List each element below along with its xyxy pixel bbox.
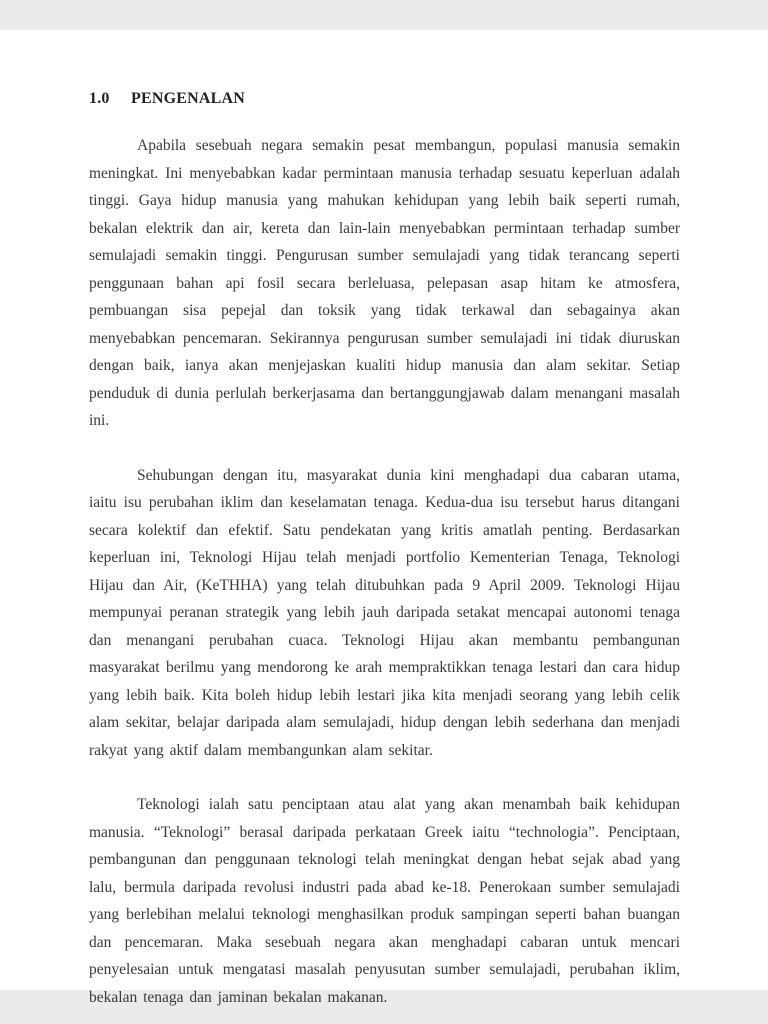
document-body [89,132,680,1011]
paragraph-2: Sehubungan dengan itu, masyarakat dunia kini menghadapi dua cabaran utama, iaitu isu perubahan iklim dan keselamatan tenaga. Kedua-dua isu tersebut harus ditangani secara kolektif dan efektif. Satu pendekatan yang kritis amatlah penting. Berdasarkan keperluan ini, Teknologi Hijau telah menjadi portfolio Kementerian Tenaga, Teknologi Hijau dan Air, (KeTHHA) yang telah ditubuhkan pada 9 April 2009. Teknologi Hijau mempunyai peranan strategik yang lebih jauh daripada setakat mencapai autonomi tenaga dan menangani perubahan cuaca. Teknologi Hijau akan membantu pembangunan masyarakat berilmu yang mendorong ke arah mempraktikkan tenaga lestari dan cara hidup yang lebih baik. Kita boleh hidup lebih lestari jika kita menjadi seorang yang lebih celik alam sekitar, belajar daripada alam semulajadi, hidup dengan lebih sederhana dan menjadi rakyat yang aktif dalam membangunkan alam sekitar. [89,466,680,759]
section-number: 1.0 [89,90,110,107]
page-edge-top [0,0,768,30]
document-page [0,30,768,1006]
section-heading [89,90,680,108]
section-title: PENGENALAN [131,90,246,107]
paragraph-1: Apabila sesebuah negara semakin pesat membangun, populasi manusia semakin meningkat. Ini menyebabkan kadar permintaan manusia terhadap sesuatu keperluan adalah tinggi. Gaya hidup manusia yang mahukan kehidupan yang lebih baik seperti rumah, bekalan elektrik dan air, kereta dan lain-lain menyebabkan permintaan terhadap sumber semulajadi semakin tinggi. Pengurusan sumber semulajadi yang tidak terancang seperti penggunaan bahan api fosil secara berleluasa, pelepasan asap hitam ke atmosfera, pembuangan sisa pepejal dan toksik yang tidak terkawal dan sebagainya akan menyebabkan pencemaran. Sekirannya pengurusan sumber semulajadi ini tidak diuruskan dengan baik, ianya akan menjejaskan kualiti hidup manusia dan alam sekitar. Setiap penduduk di dunia perlulah berkerjasama dan bertanggungjawab dalam menangani masalah ini. [89,137,680,429]
paragraph-3: Teknologi ialah satu penciptaan atau alat yang akan menambah baik kehidupan manusia. “Teknologi” berasal daripada perkataan Greek iaitu “technologia”. Penciptaan, pembangunan dan penggunaan teknologi telah meningkat dengan hebat sejak abad yang lalu, bermula daripada revolusi industri pada abad ke-18. Penerokaan sumber semulajadi yang berlebihan melalui teknologi menghasilkan produk sampingan seperti bahan buangan dan pencemaran. Maka sesebuah negara akan menghadapi cabaran untuk mencari penyelesaian untuk mengatasi masalah penyusutan sumber semulajadi, perubahan iklim, bekalan tenaga dan jaminan bekalan makanan. [89,796,680,1006]
